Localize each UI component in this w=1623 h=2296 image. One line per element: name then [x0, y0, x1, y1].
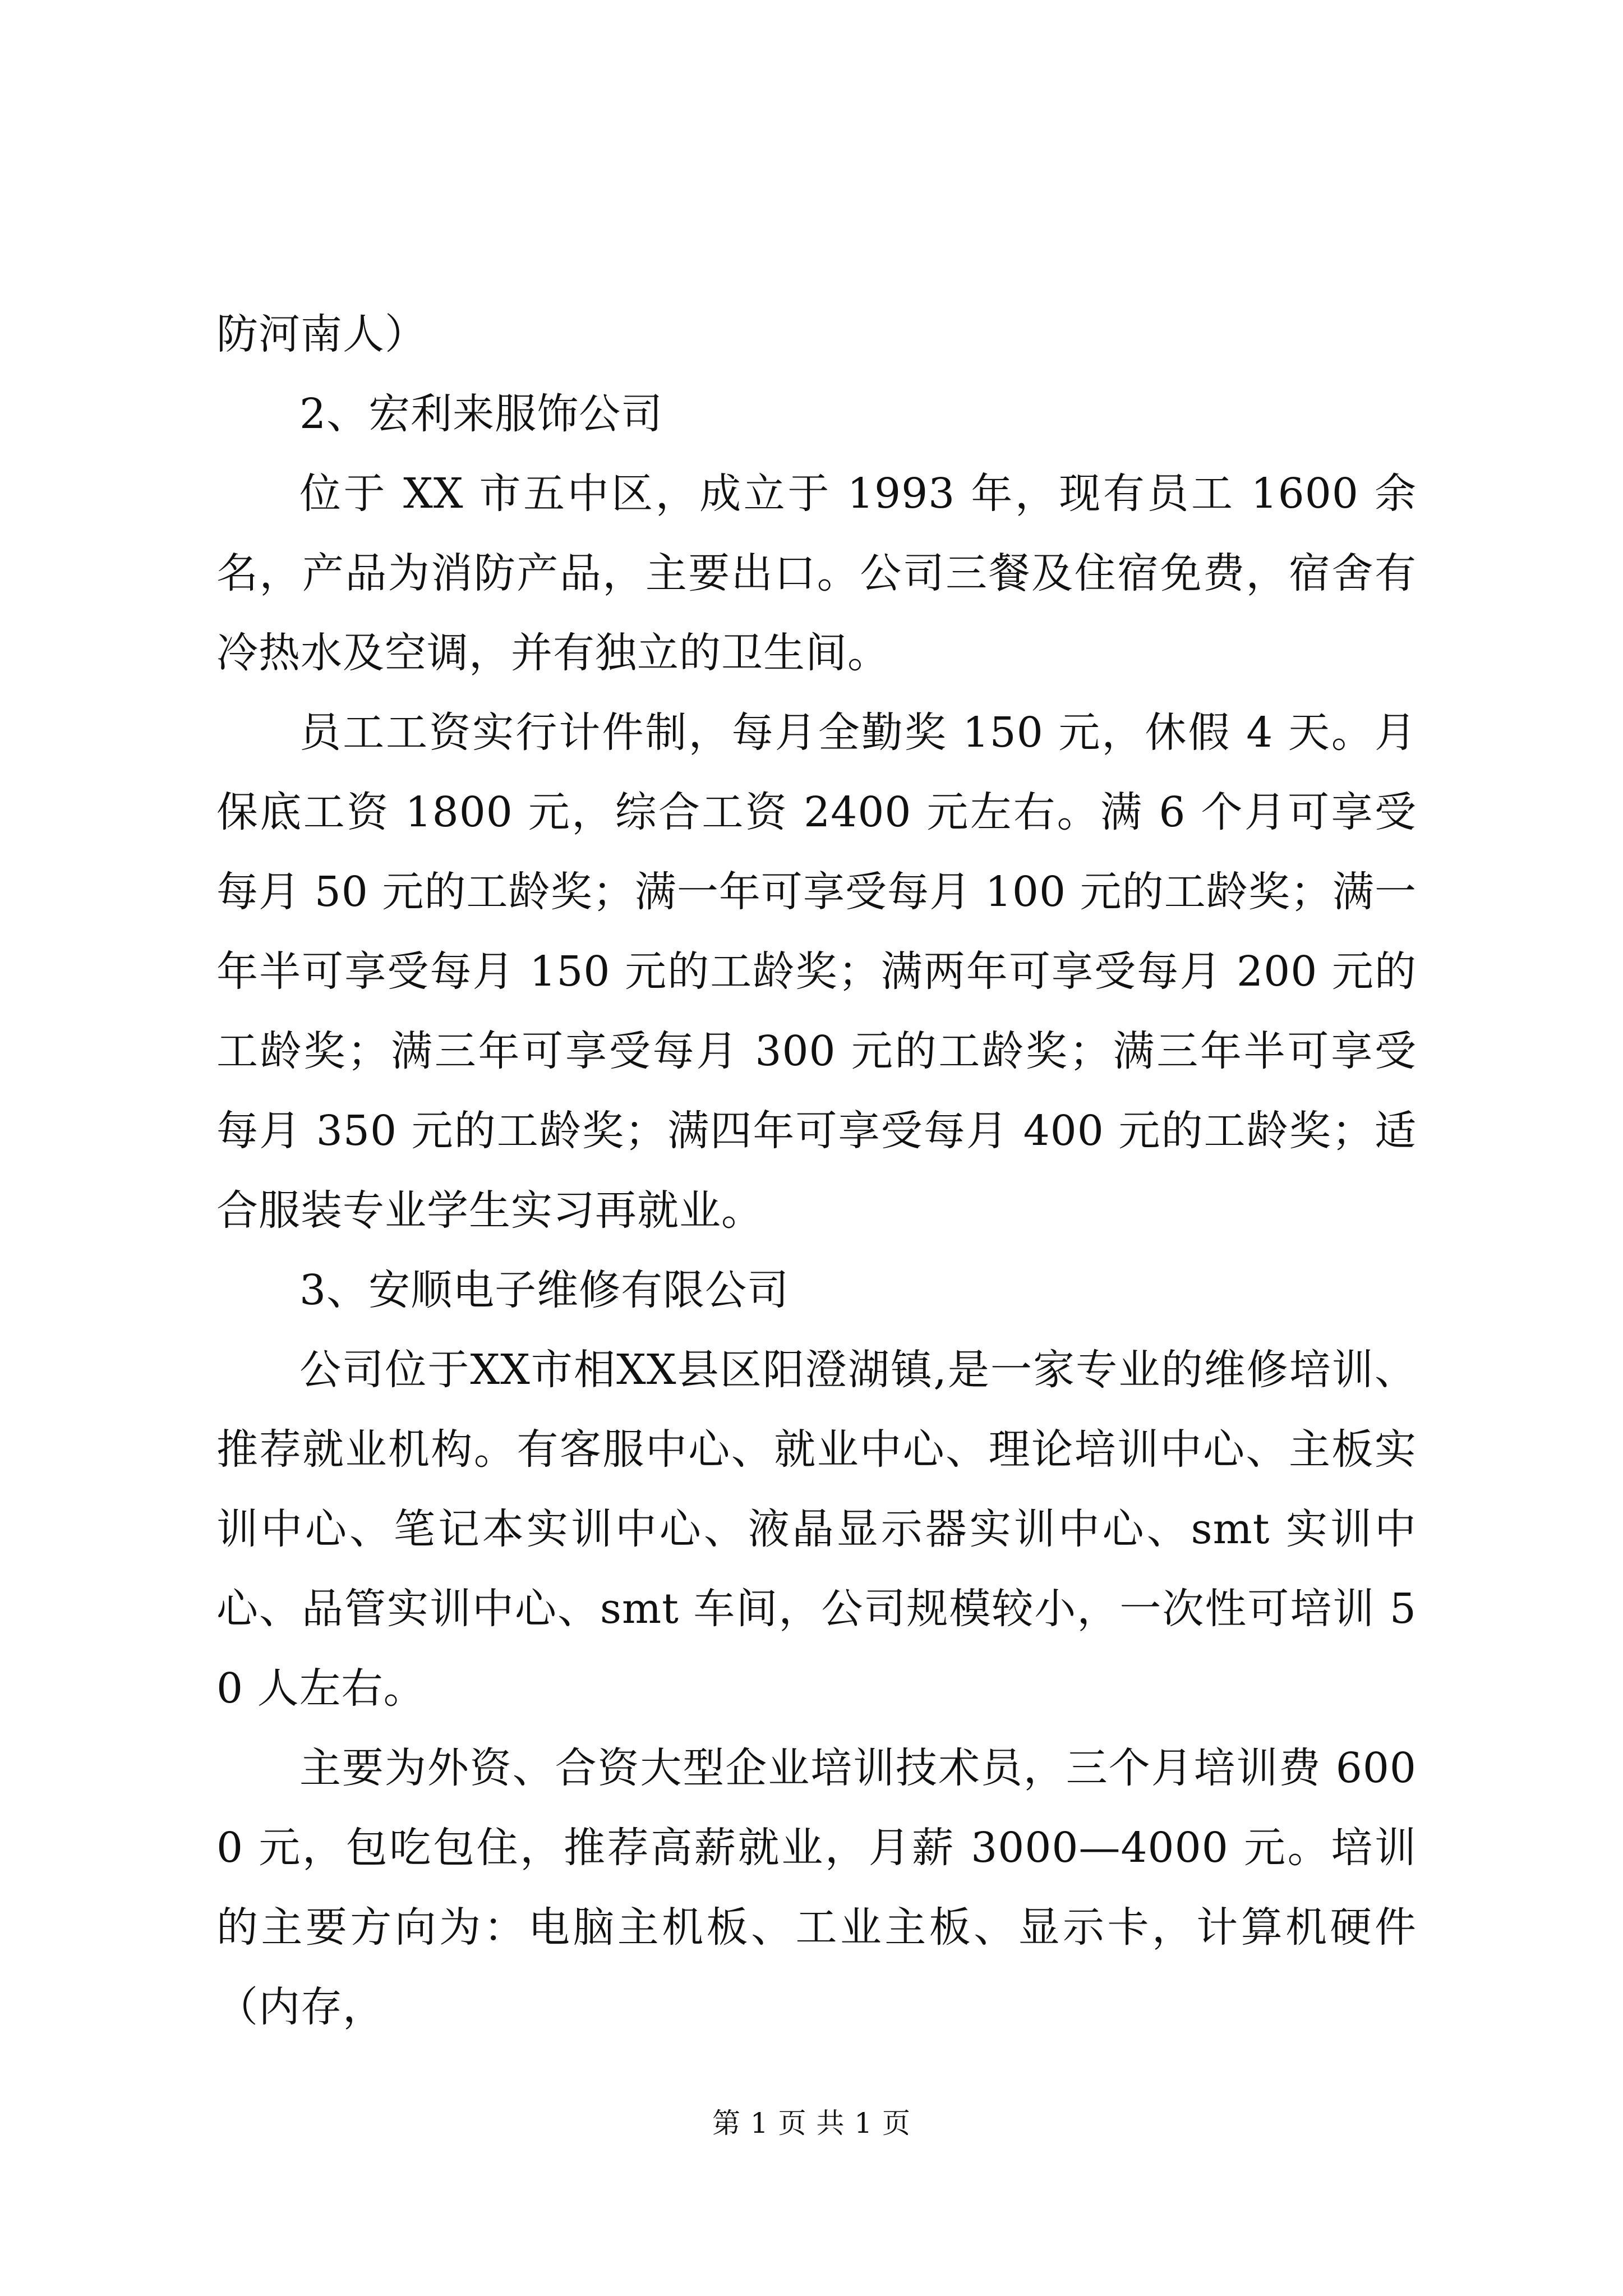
- continuation-line: 防河南人）: [216, 310, 427, 358]
- paragraph-company-overview: 位于 XX 市五中区，成立于 1993 年，现有员工 1600 余名，产品为消防产品，主要出口。公司三餐及住宿免费，宿舍有冷热水及空调，并有独立的卫生间。: [216, 470, 1417, 677]
- paragraph-salary: 员工工资实行计件制，每月全勤奖 150 元，休假 4 天。月保底工资 1800 元，综合工资 2400 元左右。满 6 个月可享受每月 50 元的工龄奖；满一年可享受每月 100 元的工龄奖；满一年半可享受每月 150 元的工龄奖；满两年可享受每月 200 元的工龄奖；满三年可享受每月 300 元的工龄奖；满三年半可享受每月 350 元的工龄奖；满四年可享受每月 400 元的工龄奖；适合服装专业学生实习再就业。: [216, 708, 1417, 1235]
- document-body: [216, 295, 1417, 2047]
- section-heading-2: 2、宏利来服饰公司: [299, 390, 663, 438]
- section-heading-3: 3、安顺电子维修有限公司: [299, 1266, 790, 1314]
- paragraph-company-location: 公司位于XX市相XX县区阳澄湖镇,是一家专业的维修培训、推荐就业机构。有客服中心、就业中心、理论培训中心、主板实训中心、笔记本实训中心、液晶显示器实训中心、smt 实训中心、品管实训中心、smt 车间，公司规模较小，一次性可培训 50 人左右。: [216, 1346, 1417, 1713]
- page-footer: 第 1 页 共 1 页: [712, 2107, 911, 2139]
- paragraph-training: 主要为外资、合资大型企业培训技术员，三个月培训费 6000 元，包吃包住，推荐高薪就业，月薪 3000—4000 元。培训的主要方向为：电脑主机板、工业主板、显示卡，计算机硬件（内存，: [216, 1744, 1417, 2031]
